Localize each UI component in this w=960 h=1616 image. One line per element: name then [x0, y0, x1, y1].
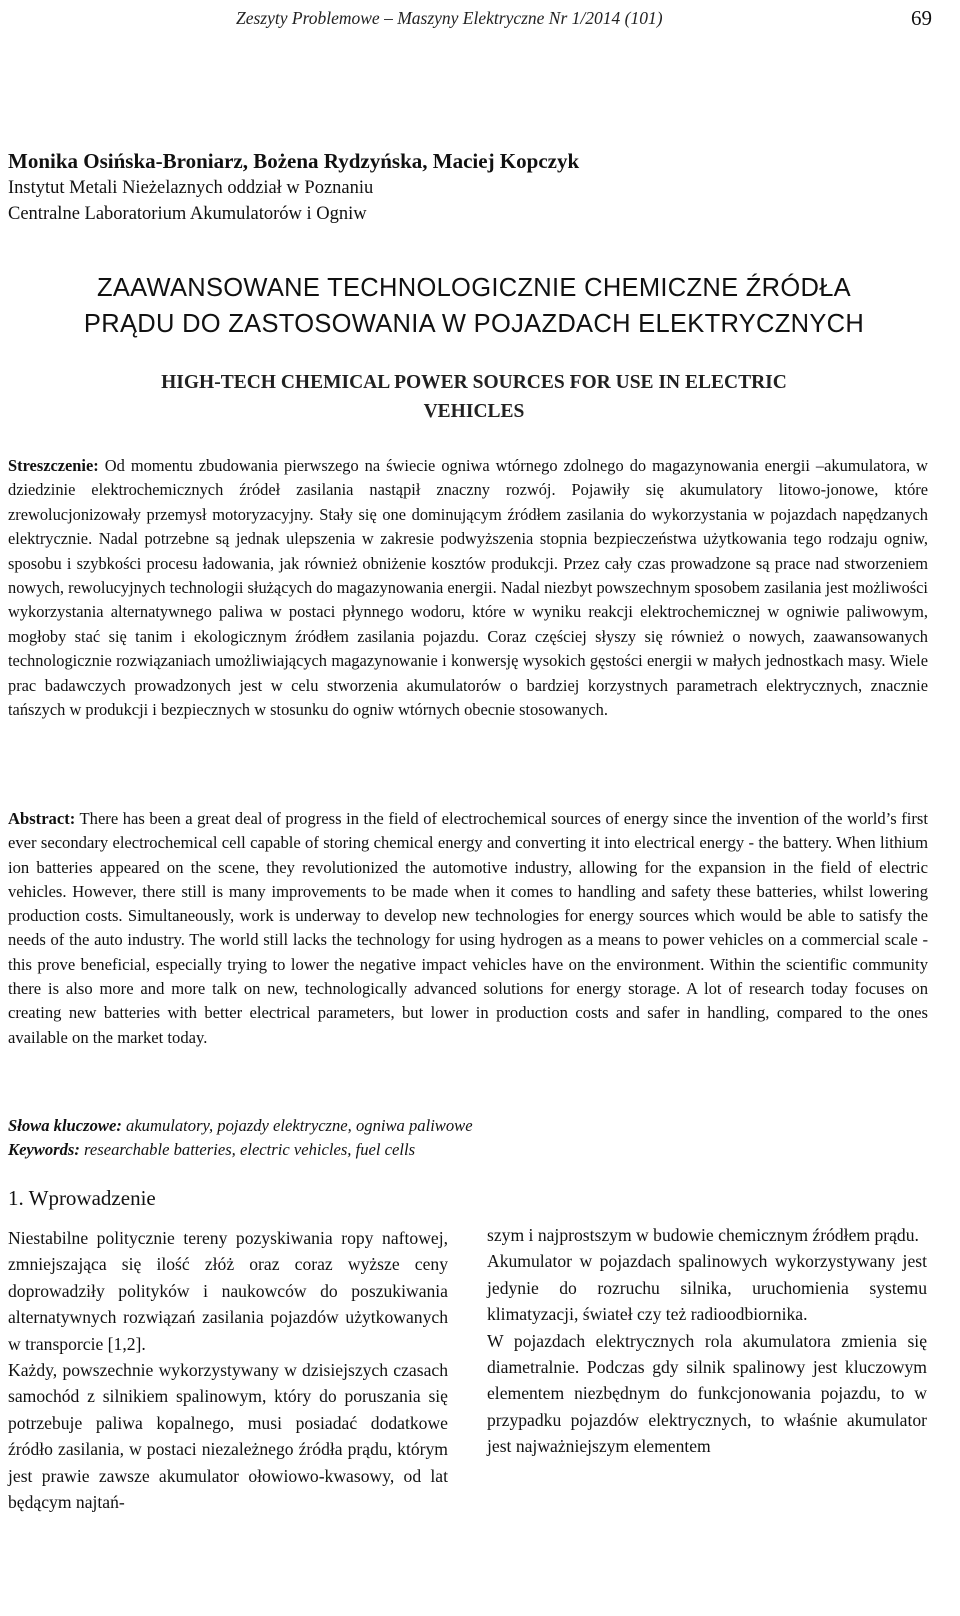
section-heading-introduction: 1. Wprowadzenie — [8, 1186, 156, 1210]
abstract-english-text: There has been a great deal of progress in the field of electrochemical sources of energy since the invention of the world’s first ever secondary electrochemical cell capable of storing chemical energy and converting it into electrical energy - the battery. When lithium ion batteries appeared on the scene, they revolutionized the automotive industry, allowing for the expansion in the field of electric vehicles. However, there still is many improvements to be made when it comes to handling and safety these batteries, whilst lowering production costs. Simultaneously, work is underway to develop new technologies for energy sources which would be able to satisfy the needs of the auto industry. The world still lacks the technology for using hydrogen as a means to power vehicles on a commercial scale - this prove beneficial, especially trying to lower the negative impact vehicles have on the environment. Within the scientific community there is also more and more talk on new, technologically advanced solutions for energy storage. A lot of research today focuses on creating new batteries with better electrical parameters, but lower in production costs and safer in handling, compared to the ones available on the market today. — [8, 809, 928, 1047]
keywords-english-label: Keywords: — [8, 1140, 80, 1159]
title-polish-line-2: PRĄDU DO ZASTOSOWANIA W POJAZDACH ELEKTRYCZNYCH — [83, 310, 865, 338]
paragraph: Każdy, powszechnie wykorzystywany w dzisiejszych czasach samochód z silnikiem spalinowym, który do poruszania się potrzebuje paliwa kopalnego, musi posiadać dodatkowe źródło zasilania, w postaci niezależnego źródła prądu, którym jest prawie zawsze akumulator ołowiowo-kwasowy, od lat będącym najtań- — [8, 1360, 448, 1513]
affiliation-1: Instytut Metali Nieżelaznych oddział w Poznaniu — [8, 178, 374, 198]
keywords-english-text: researchable batteries, electric vehicles, fuel cells — [79, 1140, 416, 1159]
author-names: Monika Osińska-Broniarz, Bożena Rydzyńska, Maciej Kopczyk — [8, 149, 580, 173]
title-english-line-1: HIGH-TECH CHEMICAL POWER SOURCES FOR USE IN ELECTRIC — [161, 372, 787, 393]
journal-title: Zeszyty Problemowe – Maszyny Elektryczne Nr 1/2014 (101) — [236, 8, 663, 28]
author-block — [8, 148, 928, 227]
running-header — [0, 6, 932, 34]
title-english — [40, 368, 908, 426]
title-polish-line-1: ZAAWANSOWANE TECHNOLOGICZNIE CHEMICZNE ŹRÓDŁA — [97, 274, 851, 302]
keywords-polish-label: Słowa kluczowe: — [8, 1116, 122, 1135]
abstract-polish — [8, 454, 928, 722]
text-column-right — [487, 1222, 927, 1460]
paragraph: Niestabilne politycznie tereny pozyskiwania ropy naftowej, zmniejszająca się ilość złóż oraz coraz wyższe ceny doprowadziły polityków i naukowców do poszukiwania alternatywnych rozwiązań zasilania pojazdów użytkowanych w transporcie [1,2]. — [8, 1228, 448, 1354]
keywords-english — [8, 1138, 928, 1162]
page-number: 69 — [911, 6, 932, 30]
text-column-left — [8, 1225, 448, 1515]
paragraph: Akumulator w pojazdach spalinowych wykorzystywany jest jedynie do rozruchu silnika, uruchomienia systemu klimatyzacji, świateł czy też radioodbiornika. — [487, 1251, 927, 1325]
title-polish — [0, 270, 948, 342]
abstract-polish-label: Streszczenie: — [8, 456, 99, 475]
abstract-polish-text: Od momentu zbudowania pierwszego na świecie ogniwa wtórnego zdolnego do magazynowania energii –akumulatora, w dziedzinie elektrochemicznych źródeł zasilania nastąpił znaczny rozwój. Pojawiły się akumulatory litowo-jonowe, które zrewolucjonizowały przemysł motoryzacyjny. Stały się one dominującym źródłem zasilania do wykorzystania w pojazdach napędzanych elektrycznie. Nadal potrzebne są jednak ulepszenia w zakresie podwyższenia stopnia bezpieczeństwa użytkowania tego rodzaju ogniw, sposobu i szybkości procesu ładowania, jak również obniżenie kosztów produkcji. Przez cały czas prowadzone są prace nad stworzeniem nowych, rewolucyjnych technologii służących do magazynowania energii. Nadal niezbyt powszechnym sposobem zasilania jest możliwości wykorzystania alternatywnego paliwa w postaci płynnego wodoru, które w wyniku reakcji elektrochemicznej w ogniwie paliwowym, mogłoby stać się tanim i ekologicznym źródłem zasilania pojazdu. Coraz częściej słyszy się również o nowych, zaawansowanych technologicznie rozwiązaniach umożliwiających magazynowanie i konwersję wysokich gęstości energii w małych jednostkach masy. Wiele prac badawczych prowadzonych jest w celu stworzenia akumulatorów o bardziej korzystnych parametrach elektrycznych, znacznie tańszych w produkcji i bezpiecznych w stosunku do ogniw wtórnych obecnie stosowanych. — [8, 456, 928, 720]
paragraph: W pojazdach elektrycznych rola akumulatora zmienia się diametralnie. Podczas gdy silnik spalinowy jest kluczowym elementem niezbędnym do funkcjonowania pojazdu, to w przypadku pojazdów elektrycznych, to właśnie akumulator jest najważniejszym elementem — [487, 1330, 927, 1457]
title-english-line-2: VEHICLES — [423, 401, 525, 422]
abstract-english-label: Abstract: — [8, 809, 76, 828]
abstract-english — [8, 807, 928, 1050]
paragraph: szym i najprostszym w budowie chemicznym źródłem prądu. — [487, 1225, 919, 1245]
keywords-polish-text: akumulatory, pojazdy elektryczne, ogniwa paliwowe — [121, 1116, 473, 1135]
keywords-polish — [8, 1114, 928, 1138]
affiliation-2: Centralne Laboratorium Akumulatorów i Ogniw — [8, 204, 367, 224]
